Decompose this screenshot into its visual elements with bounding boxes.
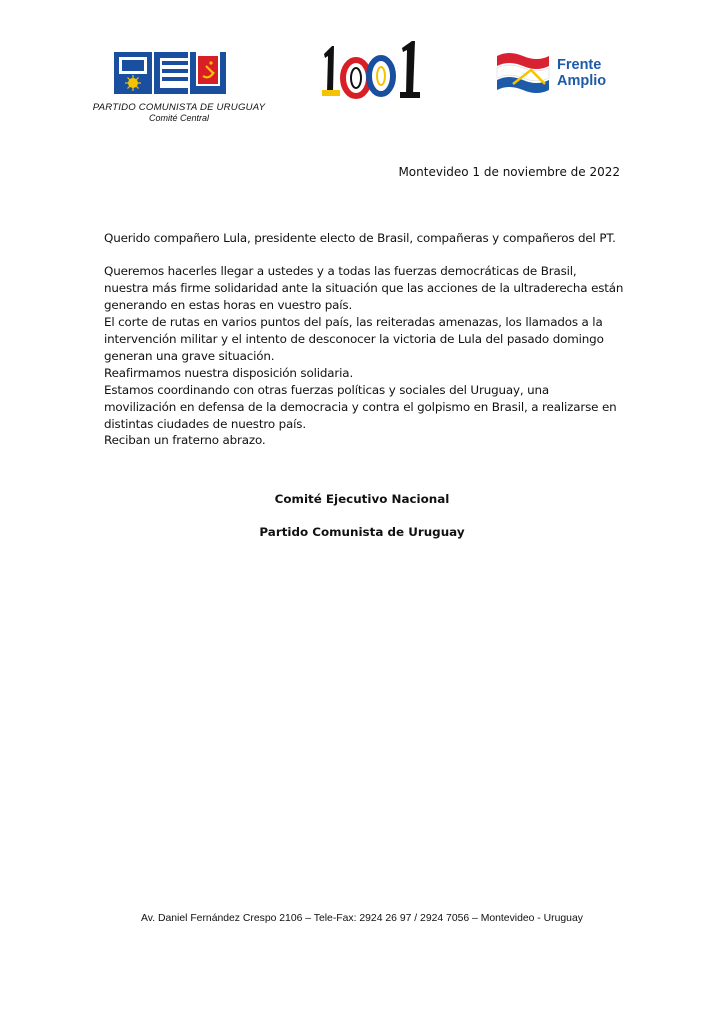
pcu-header: [84, 50, 274, 130]
pcu-name: PARTIDO COMUNISTA DE URUGUAY: [92, 102, 266, 113]
paragraph: Reciban un fraterno abrazo.: [104, 433, 266, 448]
frente-amplio-flag-icon: [495, 50, 551, 96]
paragraph: Reafirmamos nuestra disposición solidaria.: [104, 365, 354, 380]
frente-amplio-line1: Frente: [557, 57, 602, 73]
footer-address: Av. Daniel Fernández Crespo 2106 – Tele-Fax: 2924 26 97 / 2924 7056 – Montevideo - Uruguay: [141, 913, 583, 924]
frente-amplio-line2: Amplio: [557, 73, 607, 89]
salutation: Querido compañero Lula, presidente electo de Brasil, compañeras y compañeros del PT.: [104, 231, 616, 245]
anniversary-1001-logo: [318, 40, 424, 102]
signature-party: Partido Comunista de Uruguay: [259, 525, 465, 539]
letter-date: Montevideo 1 de noviembre de 2022: [398, 165, 620, 179]
frente-amplio-logo: [495, 50, 615, 98]
pcu-logo: [114, 52, 226, 94]
paragraph: Estamos coordinando con otras fuerzas políticas y sociales del Uruguay, una movilización en defensa de la democracia y contra el golpismo en Brasil, a realizarse en distintas ciudades de nuestro país.: [104, 382, 617, 431]
signature-committee: Comité Ejecutivo Nacional: [274, 492, 450, 506]
pcu-subtitle: Comité Central: [148, 113, 210, 123]
paragraph: Queremos hacerles llegar a ustedes y a todas las fuerzas democráticas de Brasil, nuestra más firme solidaridad ante la situación que las acciones de la ultraderecha están generando en estas horas en vuestro país.: [104, 264, 624, 313]
frente-amplio-text: [557, 57, 606, 89]
paragraph: El corte de rutas en varios puntos del país, las reiteradas amenazas, los llamados a la intervención militar y el intento de desconocer la victoria de Lula del pasado domingo generan una grave situación.: [104, 315, 604, 363]
letter-body: [104, 230, 624, 449]
